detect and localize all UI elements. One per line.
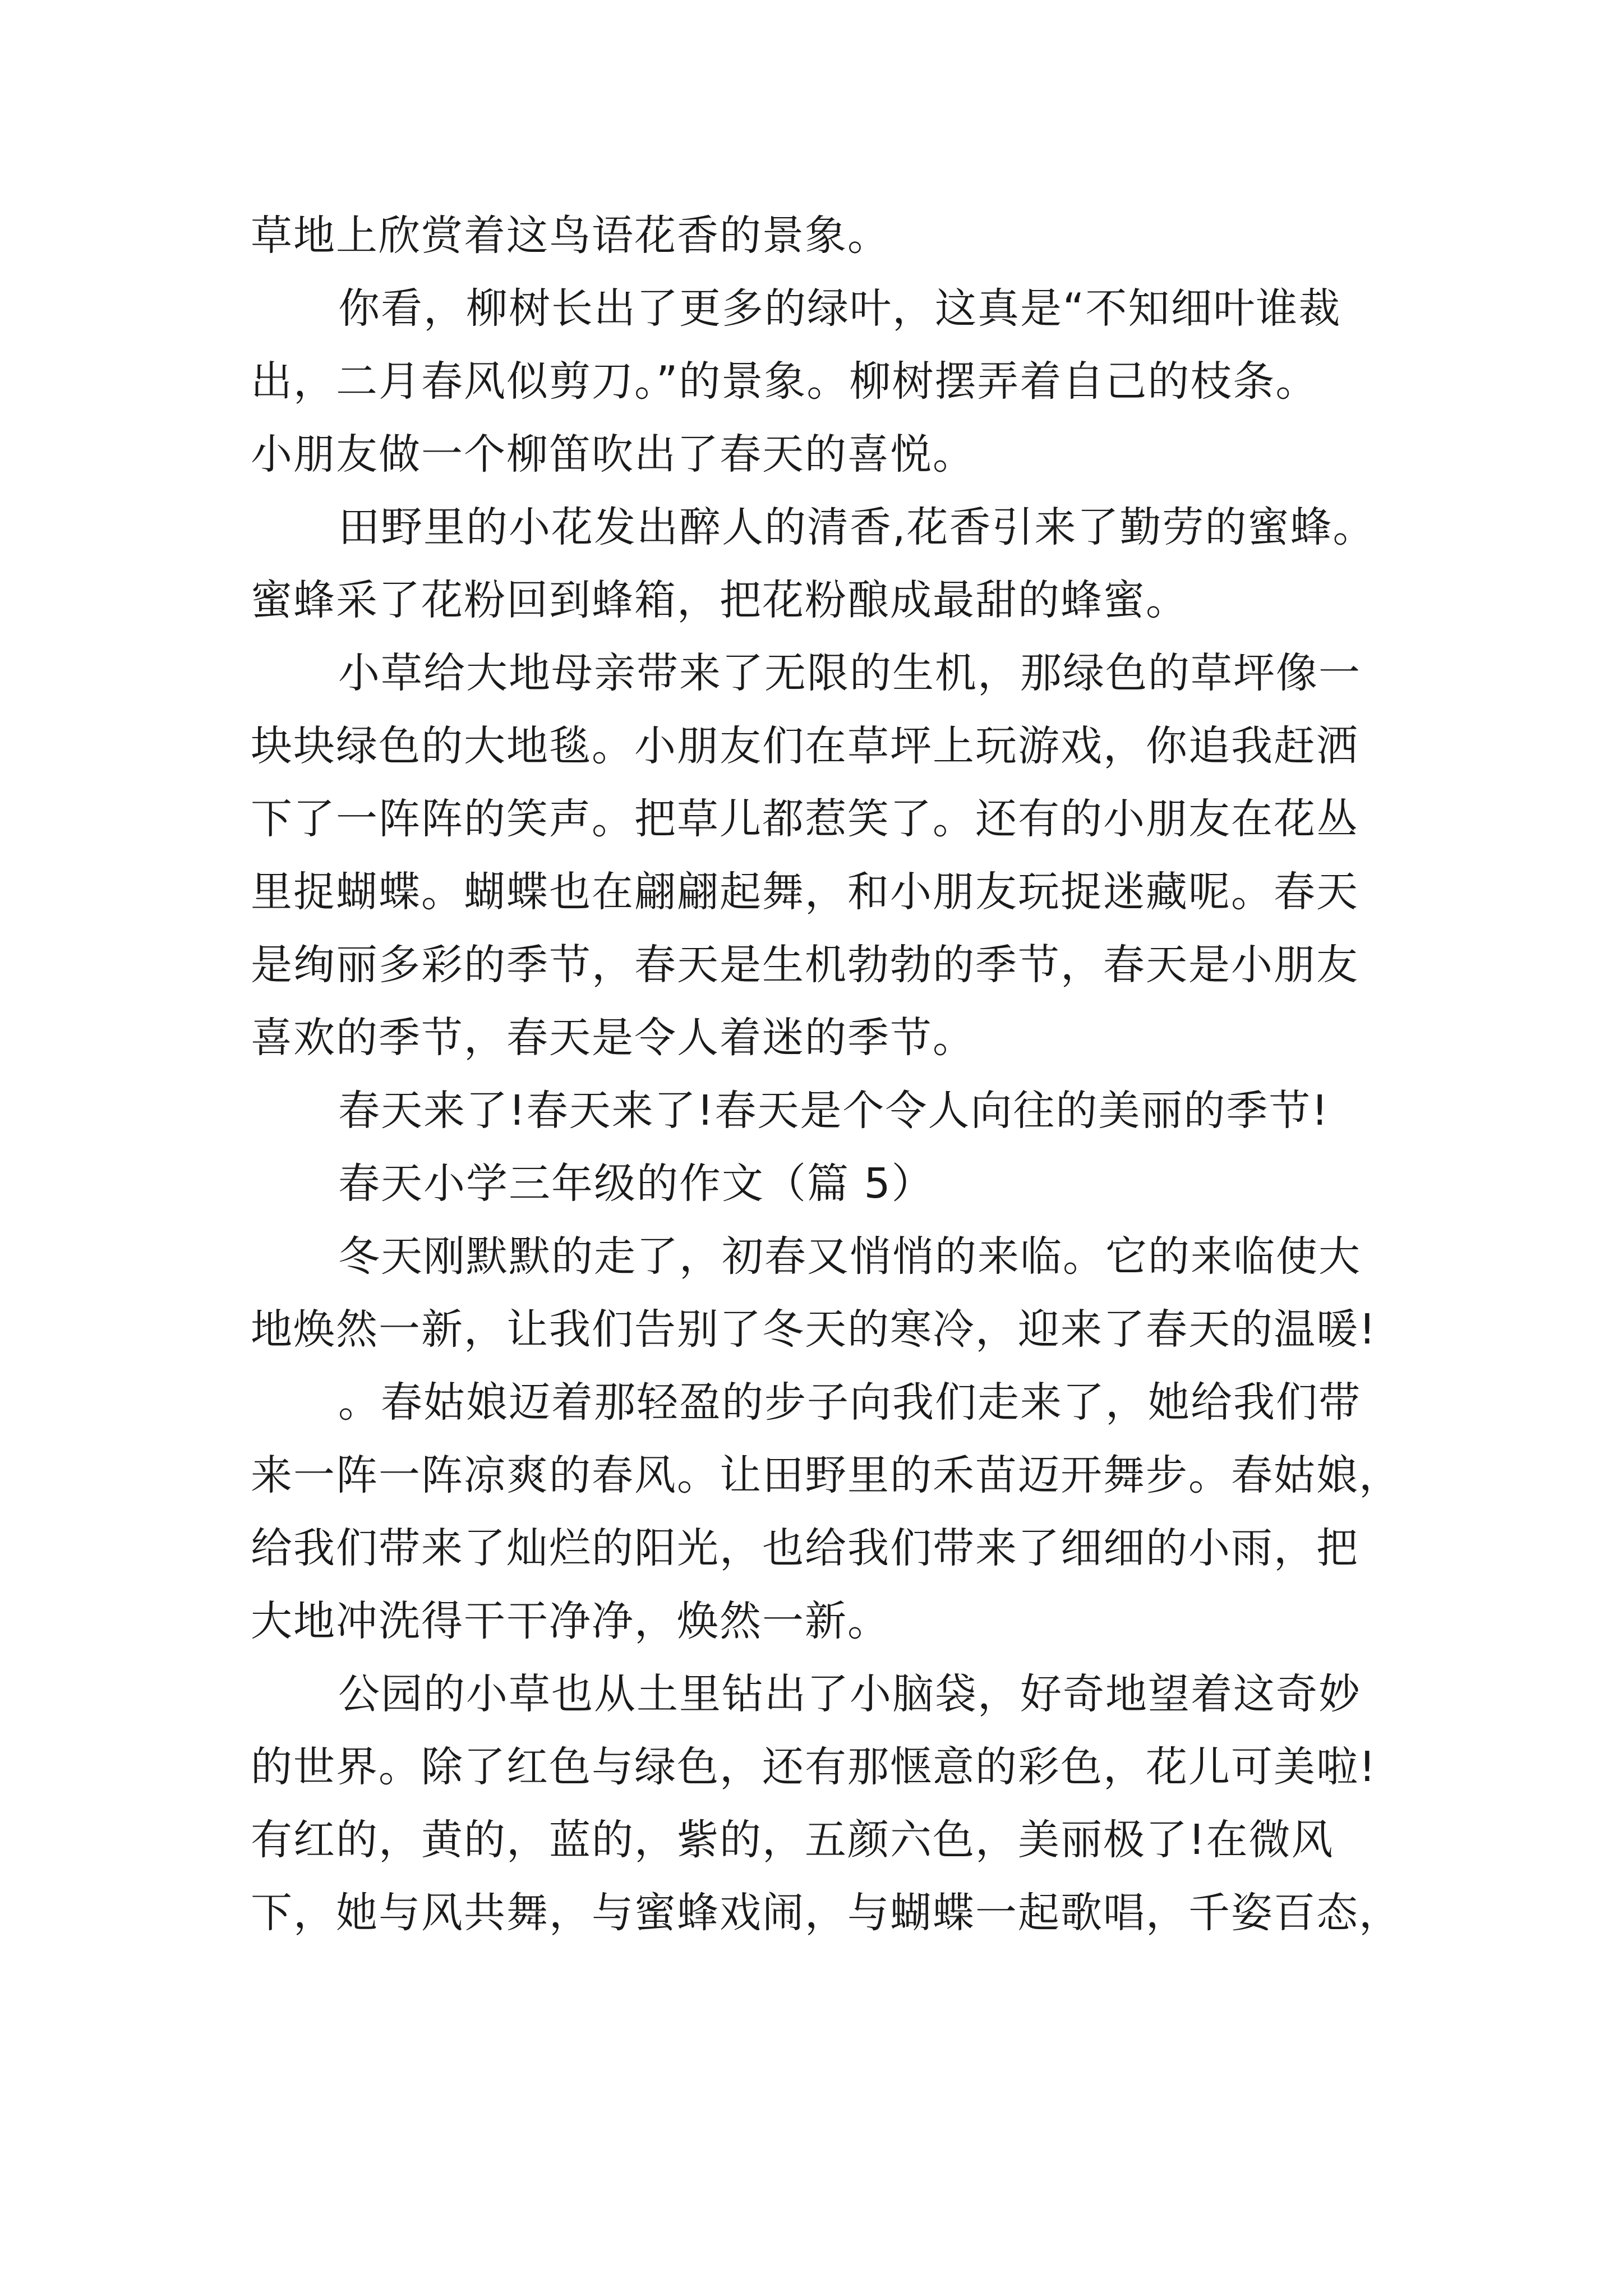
text-line: 小朋友做一个柳笛吹出了春天的喜悦。 — [251, 430, 975, 478]
text-line: 。春姑娘迈着那轻盈的步子向我们走来了，她给我们带 — [338, 1378, 1361, 1427]
body-text — [251, 199, 1401, 1949]
text-line: 下了一阵阵的笑声。把草儿都惹笑了。还有的小朋友在花丛 — [251, 795, 1359, 843]
text-line: 来一阵一阵凉爽的春风。让田野里的禾苗迈开舞步。春姑娘， — [251, 1451, 1401, 1499]
text-line: 给我们带来了灿烂的阳光，也给我们带来了细细的小雨，把 — [251, 1524, 1359, 1572]
text-line: 田野里的小花发出醉人的清香,花香引来了勤劳的蜜蜂。 — [338, 503, 1376, 551]
text-line: 喜欢的季节，春天是令人着迷的季节。 — [251, 1014, 975, 1062]
text-line: 地焕然一新，让我们告别了冬天的寒冷，迎来了春天的温暖! — [251, 1305, 1377, 1354]
text-line: 草地上欣赏着这鸟语花香的景象。 — [251, 211, 890, 260]
text-line: 你看，柳树长出了更多的绿叶，这真是“不知细叶谁裁 — [338, 284, 1341, 333]
text-line: 蜜蜂采了花粉回到蜂箱，把花粉酿成最甜的蜂蜜。 — [251, 576, 1188, 624]
text-line: 冬天刚默默的走了，初春又悄悄的来临。它的来临使大 — [338, 1232, 1361, 1281]
text-line: 春天来了!春天来了!春天是个令人向往的美丽的季节! — [338, 1087, 1329, 1135]
text-line: 小草给大地母亲带来了无限的生机，那绿色的草坪像一 — [338, 649, 1361, 697]
text-line: 的世界。除了红色与绿色，还有那惬意的彩色，花儿可美啦! — [251, 1743, 1377, 1791]
text-line: 大地冲洗得干干净净，焕然一新。 — [251, 1597, 890, 1645]
text-line: 有红的，黄的，蓝的，紫的，五颜六色，美丽极了!在微风 — [251, 1816, 1334, 1864]
text-line: 下，她与风共舞，与蜜蜂戏闹，与蝴蝶一起歌唱，千姿百态， — [251, 1889, 1401, 1937]
text-line: 块块绿色的大地毯。小朋友们在草坪上玩游戏，你追我赶洒 — [251, 722, 1359, 770]
section-heading: 春天小学三年级的作文（篇 5） — [338, 1159, 934, 1208]
text-line: 出，二月春风似剪刀。”的景象。柳树摆弄着自己的枝条。 — [251, 357, 1318, 406]
text-line: 公园的小草也从土里钻出了小脑袋，好奇地望着这奇妙 — [338, 1670, 1361, 1718]
text-line: 里捉蝴蝶。蝴蝶也在翩翩起舞，和小朋友玩捉迷藏呢。春天 — [251, 868, 1359, 916]
text-line: 是绚丽多彩的季节，春天是生机勃勃的季节，春天是小朋友 — [251, 941, 1359, 989]
